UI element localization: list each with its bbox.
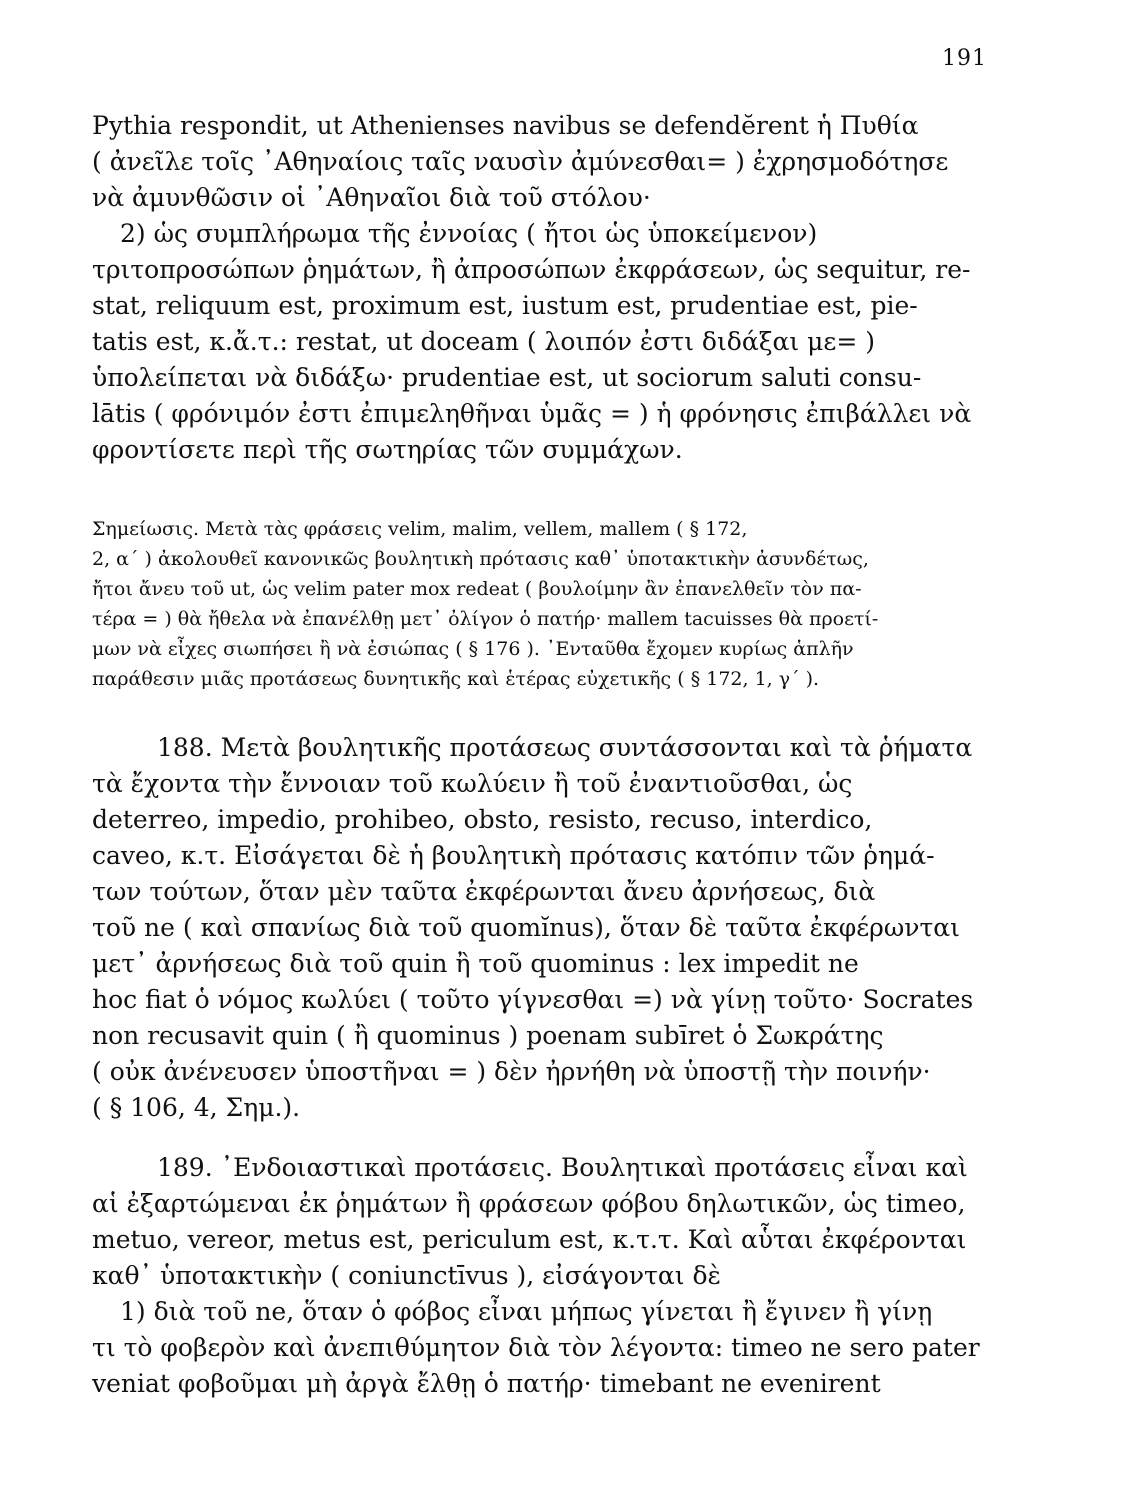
text-line: caveo, κ.τ. Εἰσάγεται δὲ ἡ βουλητικὴ πρότασις κατόπιν τῶν ῥημά- bbox=[92, 841, 935, 870]
text-line: φροντίσετε περὶ τῆς σωτηρίας τῶν συμμάχων. bbox=[92, 435, 683, 464]
text-line: ( οὐκ ἀνένευσεν ὑποστῆναι = ) δὲν ἠρνήθη νὰ ὑποστῇ τὴν ποινήν· bbox=[92, 1057, 931, 1086]
note-block bbox=[92, 514, 998, 694]
text-line: ὑπολείπεται νὰ διδάξω· prudentiae est, ut sociorum saluti consu- bbox=[92, 363, 922, 392]
text-line: τὰ ἔχοντα τὴν ἔννοιαν τοῦ κωλύειν ἢ τοῦ ἐναντιοῦσθαι, ὡς bbox=[92, 769, 853, 798]
text-line: τριτοπροσώπων ῥημάτων, ἢ ἀπροσώπων ἐκφράσεων, ὡς sequitur, re- bbox=[92, 255, 971, 284]
text-line: veniat φοβοῦμαι μὴ ἀργὰ ἔλθῃ ὁ πατήρ· timebant ne evenirent bbox=[92, 1369, 881, 1398]
section-189 bbox=[92, 1150, 998, 1402]
note-line: τέρα = ) θὰ ἤθελα νὰ ἐπανέλθῃ μετ᾿ ὀλίγον ὁ πατήρ· mallem tacuisses θὰ προετί- bbox=[92, 608, 879, 630]
text-line: stat, reliquum est, proximum est, iustum est, prudentiae est, pie- bbox=[92, 291, 918, 320]
text-line: tatis est, κ.ἄ.τ.: restat, ut doceam ( λοιπόν ἐστι διδάξαι με= ) bbox=[92, 327, 875, 356]
text-line: των τούτων, ὅταν μὲν ταῦτα ἐκφέρωνται ἄνευ ἀρνήσεως, διὰ bbox=[92, 877, 876, 906]
text-line: 189. ᾿Ενδοιαστικαὶ προτάσεις. Βουλητικαὶ προτάσεις εἶναι καὶ bbox=[157, 1153, 968, 1182]
note-line: ἤτοι ἄνευ τοῦ ut, ὡς velim pater mox redeat ( βουλοίμην ἂν ἐπανελθεῖν τὸν πα- bbox=[92, 578, 862, 600]
section-188 bbox=[92, 730, 998, 1126]
text-line: ( § 106, 4, Σημ.). bbox=[92, 1093, 301, 1122]
text-line: deterreo, impedio, prohibeo, obsto, resisto, recuso, interdico, bbox=[92, 805, 873, 834]
text-line: καθ᾿ ὑποτακτικὴν ( coniunctīvus ), εἰσάγονται δὲ bbox=[92, 1261, 721, 1290]
text-line: hoc fiat ὁ νόμος κωλύει ( τοῦτο γίγνεσθαι =) νὰ γίνῃ τοῦτο· Socrates bbox=[92, 985, 974, 1014]
text-line: τοῦ ne ( καὶ σπανίως διὰ τοῦ quomĭnus), ὅταν δὲ ταῦτα ἐκφέρωνται bbox=[92, 913, 960, 942]
text-line: non recusavit quin ( ἢ quominus ) poenam subīret ὁ Σωκράτης bbox=[92, 1021, 884, 1050]
text-line: 2) ὡς συμπλήρωμα τῆς ἐννοίας ( ἤτοι ὡς ὑποκείμενον) bbox=[120, 219, 818, 248]
text-line: 1) διὰ τοῦ ne, ὅταν ὁ φόβος εἶναι μήπως γίνεται ἢ ἔγινεν ἢ γίνῃ bbox=[120, 1297, 933, 1326]
note-line: μων νὰ εἶχες σιωπήσει ἢ νὰ ἐσιώπας ( § 176 ). ᾿Ενταῦθα ἔχομεν κυρίως ἁπλῆν bbox=[92, 638, 854, 660]
note-line: παράθεσιν μιᾶς προτάσεως δυνητικῆς καὶ ἑτέρας εὐχετικῆς ( § 172, 1, γ΄ ). bbox=[92, 668, 820, 690]
text-line: νὰ ἀμυνθῶσιν οἱ ᾿Αθηναῖοι διὰ τοῦ στόλου· bbox=[92, 183, 651, 212]
paragraph-main bbox=[92, 108, 998, 468]
text-line: Pythia respondit, ut Athenienses navibus se defendĕrent ἡ Πυθία bbox=[92, 111, 919, 140]
page-number: 191 bbox=[942, 46, 987, 71]
note-line: Σημείωσις. Μετὰ τὰς φράσεις velim, malim, vellem, mallem ( § 172, bbox=[92, 518, 748, 540]
text-line: τι τὸ φοβερὸν καὶ ἀνεπιθύμητον διὰ τὸν λέγοντα: timeo ne sero pater bbox=[92, 1333, 980, 1362]
text-line: metuo, vereor, metus est, periculum est, κ.τ.τ. Καὶ αὗται ἐκφέρονται bbox=[92, 1225, 967, 1254]
text-line: lātis ( φρόνιμόν ἐστι ἐπιμεληθῆναι ὑμᾶς = ) ἡ φρόνησις ἐπιβάλλει νὰ bbox=[92, 399, 972, 428]
text-line: 188. Μετὰ βουλητικῆς προτάσεως συντάσσονται καὶ τὰ ῥήματα bbox=[157, 733, 973, 762]
text-line: μετ᾿ ἀρνήσεως διὰ τοῦ quin ἢ τοῦ quominus : lex impedit ne bbox=[92, 949, 859, 978]
text-line: αἱ ἐξαρτώμεναι ἐκ ῥημάτων ἢ φράσεων φόβου δηλωτικῶν, ὡς timeo, bbox=[92, 1189, 966, 1218]
text-line: ( ἀνεῖλε τοῖς ᾿Αθηναίοις ταῖς ναυσὶν ἀμύνεσθαι= ) ἐχρησμοδότησε bbox=[92, 147, 949, 176]
note-line: 2, α΄ ) ἀκολουθεῖ κανονικῶς βουλητικὴ πρότασις καθ᾿ ὑποτακτικὴν ἀσυνδέτως, bbox=[92, 548, 869, 570]
